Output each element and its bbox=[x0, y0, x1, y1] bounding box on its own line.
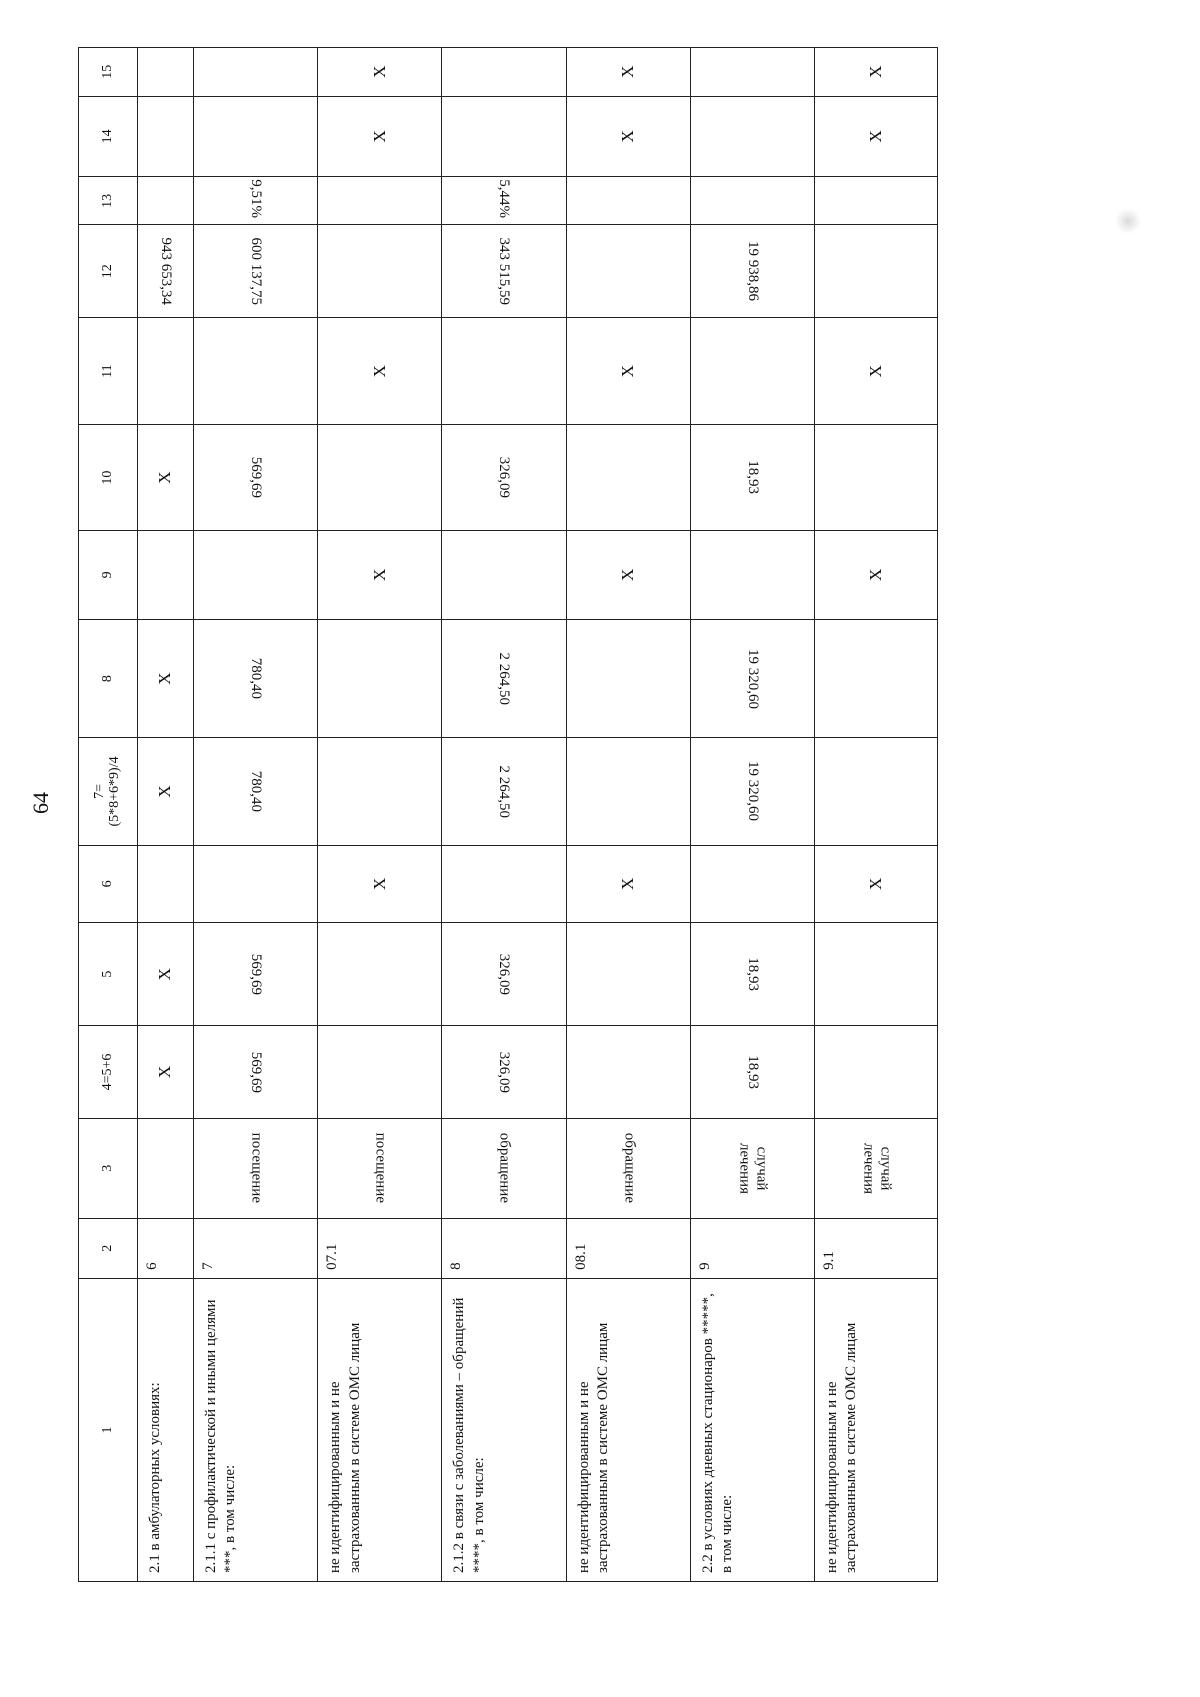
header-cell: 14 bbox=[79, 96, 138, 177]
value-cell-c10 bbox=[690, 425, 814, 530]
table-row bbox=[814, 48, 937, 1582]
value-text: 19 320,60 bbox=[744, 761, 761, 822]
value-text: 18,93 bbox=[744, 1055, 761, 1089]
value-cell-c6 bbox=[193, 845, 317, 922]
value-cell-c13 bbox=[442, 177, 566, 225]
value-cell-c5 bbox=[193, 923, 317, 1026]
value-cell-c11 bbox=[318, 317, 442, 424]
value-cell-c13 bbox=[137, 177, 193, 225]
value-text: X bbox=[618, 365, 638, 378]
value-cell-c5 bbox=[318, 923, 442, 1026]
table-row bbox=[137, 48, 193, 1582]
value-cell-c7 bbox=[137, 738, 193, 845]
value-cell-c8 bbox=[193, 619, 317, 737]
value-cell-c13 bbox=[318, 177, 442, 225]
rotated-table-sheet bbox=[78, 47, 938, 1582]
value-text: X bbox=[865, 568, 885, 581]
value-text: X bbox=[865, 65, 885, 78]
value-cell-c13 bbox=[814, 177, 937, 225]
value-cell-c13 bbox=[690, 177, 814, 225]
value-cell-c6 bbox=[566, 845, 690, 922]
header-cell: 4=5+6 bbox=[79, 1026, 138, 1118]
header-cell: 12 bbox=[79, 225, 138, 317]
value-text: X bbox=[369, 65, 389, 78]
value-text: X bbox=[155, 1065, 175, 1079]
value-cell-c7 bbox=[442, 738, 566, 845]
header-cell: 6 bbox=[79, 845, 138, 922]
value-cell-c6 bbox=[814, 845, 937, 922]
value-cell-c11 bbox=[566, 317, 690, 424]
value-cell-c10 bbox=[566, 425, 690, 530]
value-text: X bbox=[369, 130, 389, 143]
header-cell: 9 bbox=[79, 530, 138, 619]
value-cell-c9 bbox=[442, 530, 566, 619]
value-cell-c11 bbox=[814, 317, 937, 424]
value-text: 943 653,34 bbox=[157, 237, 174, 305]
value-text: X bbox=[155, 968, 175, 981]
value-cell-c11 bbox=[690, 317, 814, 424]
value-text: 780,40 bbox=[248, 657, 265, 700]
value-text: 19 320,60 bbox=[744, 648, 761, 709]
value-text: X bbox=[369, 365, 389, 378]
data-table bbox=[78, 47, 938, 1582]
value-cell-c11 bbox=[442, 317, 566, 424]
header-cell: 10 bbox=[79, 425, 138, 530]
value-text: X bbox=[155, 672, 175, 685]
value-cell-c12 bbox=[137, 225, 193, 317]
value-cell-c6 bbox=[137, 845, 193, 922]
value-cell-c8 bbox=[690, 619, 814, 737]
value-text: X bbox=[865, 877, 885, 891]
value-text: X bbox=[618, 65, 638, 78]
header-cell: 15 bbox=[79, 48, 138, 97]
value-text: X bbox=[618, 130, 638, 143]
value-cell-c15 bbox=[193, 48, 317, 97]
value-cell-c9 bbox=[137, 530, 193, 619]
value-cell-c5 bbox=[814, 923, 937, 1026]
value-cell-c4 bbox=[566, 1026, 690, 1118]
value-text: X bbox=[155, 471, 175, 484]
row-description: не идентифицированным и не застрахованным в системе ОМС лицам bbox=[566, 1278, 690, 1581]
value-text: 343 515,59 bbox=[496, 237, 513, 305]
value-text: 326,09 bbox=[496, 953, 513, 995]
row-code: 9.1 bbox=[814, 1218, 937, 1278]
value-text: 2 264,50 bbox=[496, 652, 513, 705]
value-cell-c13 bbox=[566, 177, 690, 225]
value-text: 18,93 bbox=[744, 460, 761, 495]
value-cell-c8 bbox=[566, 619, 690, 737]
header-row bbox=[79, 48, 138, 1582]
table-row bbox=[690, 48, 814, 1582]
header-cell: 13 bbox=[79, 177, 138, 225]
value-cell-c12 bbox=[318, 225, 442, 317]
value-cell-c15 bbox=[318, 48, 442, 97]
unit-label: случай лечения bbox=[859, 1142, 894, 1194]
unit-cell bbox=[566, 1118, 690, 1218]
value-text: X bbox=[618, 568, 638, 581]
value-cell-c14 bbox=[566, 96, 690, 177]
unit-cell bbox=[442, 1118, 566, 1218]
value-cell-c7 bbox=[318, 738, 442, 845]
value-cell-c15 bbox=[137, 48, 193, 97]
value-cell-c10 bbox=[137, 425, 193, 530]
value-cell-c4 bbox=[814, 1026, 937, 1118]
unit-cell bbox=[690, 1118, 814, 1218]
value-cell-c6 bbox=[442, 845, 566, 922]
value-text: 569,69 bbox=[248, 1051, 265, 1093]
value-cell-c12 bbox=[814, 225, 937, 317]
value-cell-c15 bbox=[442, 48, 566, 97]
value-text: 780,40 bbox=[248, 770, 265, 813]
value-cell-c14 bbox=[137, 96, 193, 177]
value-cell-c15 bbox=[566, 48, 690, 97]
value-cell-c9 bbox=[318, 530, 442, 619]
row-description: не идентифицированным и не застрахованным в системе ОМС лицам bbox=[318, 1278, 442, 1581]
value-cell-c11 bbox=[137, 317, 193, 424]
unit-cell bbox=[814, 1118, 937, 1218]
value-text: 19 938,86 bbox=[744, 241, 761, 302]
value-cell-c14 bbox=[442, 96, 566, 177]
value-text: 569,69 bbox=[248, 953, 265, 995]
value-cell-c12 bbox=[442, 225, 566, 317]
value-cell-c7 bbox=[814, 738, 937, 845]
value-cell-c7 bbox=[566, 738, 690, 845]
value-cell-c14 bbox=[690, 96, 814, 177]
value-cell-c14 bbox=[814, 96, 937, 177]
value-text: 569,69 bbox=[248, 456, 265, 499]
value-cell-c9 bbox=[690, 530, 814, 619]
value-cell-c9 bbox=[193, 530, 317, 619]
unit-label: обращение bbox=[496, 1133, 513, 1204]
value-cell-c12 bbox=[193, 225, 317, 317]
value-cell-c4 bbox=[442, 1026, 566, 1118]
value-cell-c5 bbox=[137, 923, 193, 1026]
row-description: не идентифицированным и не застрахованным в системе ОМС лицам bbox=[814, 1278, 937, 1581]
header-cell: 5 bbox=[79, 923, 138, 1026]
value-text: X bbox=[155, 785, 175, 798]
row-description: 2.2 в условиях дневных стационаров *****, в том числе: bbox=[690, 1278, 814, 1581]
value-cell-c5 bbox=[690, 923, 814, 1026]
value-cell-c5 bbox=[442, 923, 566, 1026]
value-text: X bbox=[865, 130, 885, 143]
header-cell: 7= (5*8+6*9)/4 bbox=[79, 738, 138, 845]
value-text: 326,09 bbox=[496, 456, 513, 499]
value-text: 326,09 bbox=[496, 1051, 513, 1093]
value-cell-c10 bbox=[318, 425, 442, 530]
value-cell-c10 bbox=[442, 425, 566, 530]
value-text: X bbox=[369, 568, 389, 581]
value-text: X bbox=[369, 877, 389, 891]
value-cell-c4 bbox=[690, 1026, 814, 1118]
unit-label: обращение bbox=[620, 1133, 637, 1204]
value-cell-c8 bbox=[137, 619, 193, 737]
row-description: 2.1.1 с профилактической и иными целями ***, в том числе: bbox=[193, 1278, 317, 1581]
value-text: 2 264,50 bbox=[496, 765, 513, 818]
table-row bbox=[566, 48, 690, 1582]
value-cell-c8 bbox=[318, 619, 442, 737]
value-cell-c13 bbox=[193, 177, 317, 225]
value-cell-c15 bbox=[690, 48, 814, 97]
value-cell-c14 bbox=[318, 96, 442, 177]
value-cell-c15 bbox=[814, 48, 937, 97]
value-cell-c8 bbox=[442, 619, 566, 737]
scan-smudge bbox=[1115, 208, 1141, 234]
value-text: 9,51% bbox=[248, 179, 265, 219]
value-text: X bbox=[618, 877, 638, 891]
value-cell-c12 bbox=[690, 225, 814, 317]
unit-cell bbox=[193, 1118, 317, 1218]
value-text: 18,93 bbox=[744, 957, 761, 992]
row-code: 8 bbox=[442, 1218, 566, 1278]
value-cell-c4 bbox=[193, 1026, 317, 1118]
table-body bbox=[79, 48, 938, 1582]
value-cell-c7 bbox=[690, 738, 814, 845]
value-cell-c7 bbox=[193, 738, 317, 845]
row-code: 9 bbox=[690, 1218, 814, 1278]
value-cell-c10 bbox=[193, 425, 317, 530]
value-cell-c12 bbox=[566, 225, 690, 317]
value-cell-c11 bbox=[193, 317, 317, 424]
value-cell-c9 bbox=[814, 530, 937, 619]
value-cell-c9 bbox=[566, 530, 690, 619]
unit-cell bbox=[318, 1118, 442, 1218]
value-cell-c14 bbox=[193, 96, 317, 177]
value-cell-c6 bbox=[690, 845, 814, 922]
value-cell-c5 bbox=[566, 923, 690, 1026]
row-code: 7 bbox=[193, 1218, 317, 1278]
table-row bbox=[442, 48, 566, 1582]
value-cell-c4 bbox=[137, 1026, 193, 1118]
value-text: X bbox=[865, 365, 885, 378]
unit-label: посещение bbox=[372, 1133, 389, 1204]
header-cell: 3 bbox=[79, 1118, 138, 1218]
value-cell-c4 bbox=[318, 1026, 442, 1118]
row-description: 2.1 в амбулаторных условиях: bbox=[137, 1278, 193, 1581]
table-row bbox=[318, 48, 442, 1582]
page-number: 64 bbox=[28, 792, 53, 814]
row-description: 2.1.2 в связи с заболеваниями – обращений ****, в том числе: bbox=[442, 1278, 566, 1581]
table-row bbox=[193, 48, 317, 1582]
value-cell-c10 bbox=[814, 425, 937, 530]
unit-label: случай лечения bbox=[736, 1142, 770, 1194]
value-cell-c6 bbox=[318, 845, 442, 922]
header-cell: 1 bbox=[79, 1278, 138, 1581]
header-cell: 2 bbox=[79, 1218, 138, 1278]
header-cell: 8 bbox=[79, 619, 138, 737]
value-text: 600 137,75 bbox=[248, 237, 265, 305]
row-code: 07.1 bbox=[318, 1218, 442, 1278]
unit-label: посещение bbox=[248, 1133, 265, 1204]
value-text: 5,44% bbox=[496, 179, 513, 219]
unit-cell bbox=[137, 1118, 193, 1218]
row-code: 6 bbox=[137, 1218, 193, 1278]
header-cell: 11 bbox=[79, 317, 138, 424]
row-code: 08.1 bbox=[566, 1218, 690, 1278]
value-cell-c8 bbox=[814, 619, 937, 737]
